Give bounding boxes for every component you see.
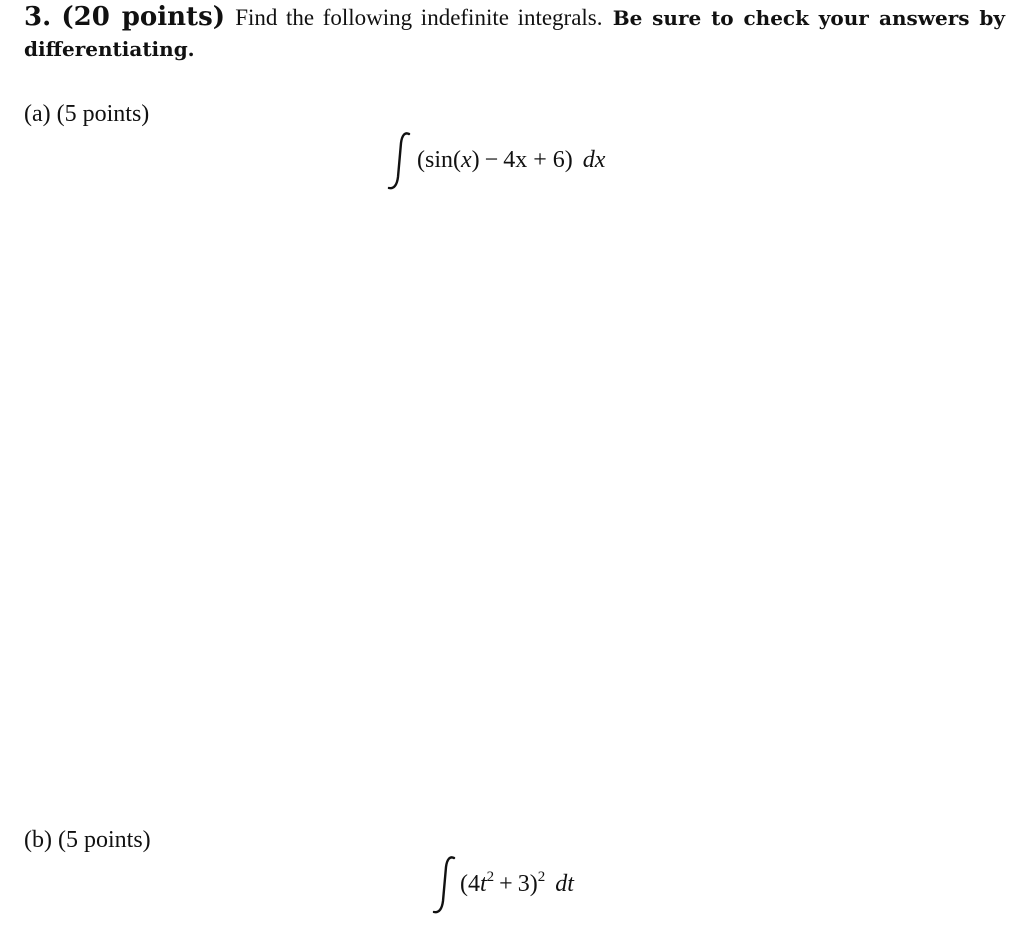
problem-statement [24,2,1005,65]
part-a-differential: dx [582,147,606,173]
part-b-expression: $(4t^2 + 3)^2$ dt [460,869,574,897]
problem-points: (20 points) [61,2,226,32]
part-b-coef: 4 [468,871,480,897]
part-b-label: (b) (5 points) [24,827,151,853]
part-b-constant: 3 [517,871,530,897]
part-a-rest: 4x + 6 [503,147,565,173]
part-a-func: sin [425,147,454,173]
part-b-differential: dt [555,871,574,897]
part-b-inner-exponent: 2 [486,869,495,885]
part-a-expression: (sin(x) − 4x + 6) dx [417,147,606,173]
problem-emphasis-line1: Be sure to check your [612,6,869,30]
part-a-label: (a) (5 points) [24,101,150,127]
problem-number: 3. [24,2,52,32]
part-b-var: t [480,871,487,897]
part-b-outer-exponent: 2 [537,869,546,885]
problem-emphasis-line2: answers by differentiating. [24,6,1005,61]
part-a-var: x [461,147,472,173]
problem-instruction: Find the following indefinite integrals. [235,5,603,30]
integral-sign-icon [385,131,415,191]
integral-sign-icon [430,855,460,915]
